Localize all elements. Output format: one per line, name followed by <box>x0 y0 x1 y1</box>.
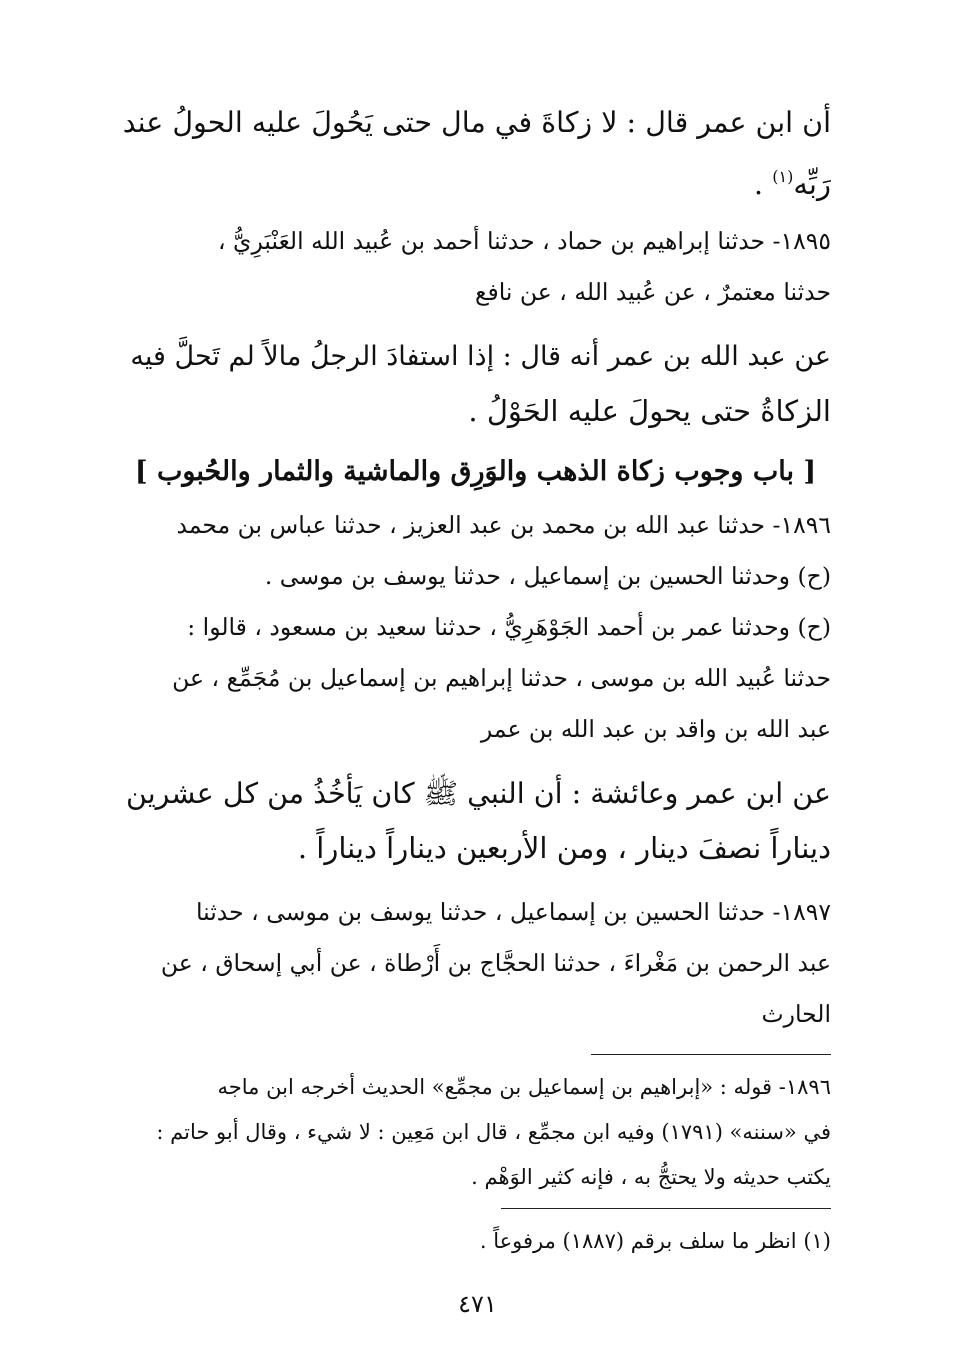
matn-paragraph-1 <box>120 96 831 204</box>
text-line: حدثنا عُبيد الله بن موسى ، حدثنا إبراهيم بن إسماعيل بن مُجَمِّع ، عن <box>172 664 831 692</box>
text-line: يكتب حديثه ولا يحتجُّ به ، فإنه كثير الوَهْم . <box>471 1165 831 1189</box>
text-line: الحارث <box>761 1000 831 1028</box>
text-line: عن ابن عمر وعائشة : أن النبي ﷺ كان يَأخُذُ من كل عشرين <box>126 777 831 810</box>
text-line: ١٨٩٦- قوله : «إبراهيم بن إسماعيل بن مجمِّع» الحديث أخرجه ابن ماجه <box>217 1075 831 1099</box>
text-line: ١٨٩٥- حدثنا إبراهيم بن حماد ، حدثنا أحمد بن عُبيد الله العَنْبَرِيُّ ، <box>218 227 831 255</box>
footnote-divider-2 <box>501 1208 831 1209</box>
text-line: عبد الرحمن بن مَغْراءَ ، حدثنا الحجَّاج بن أَرْطاة ، عن أبي إسحاق ، عن <box>160 949 831 977</box>
text-line: (ح) وحدثنا عمر بن أحمد الجَوْهَرِيُّ ، حدثنا سعيد بن مسعود ، قالوا : <box>187 613 831 641</box>
text-line: عن عبد الله بن عمر أنه قال : إذا استفادَ الرجلُ مالاً لم تَحلَّ فيه <box>130 341 831 372</box>
text-line: حدثنا معتمرٌ ، عن عُبيد الله ، عن نافع <box>474 278 831 306</box>
page-number: ٤٧١ <box>458 1290 497 1318</box>
text-line <box>120 150 831 204</box>
footnote-1: (١) انظر ما سلف برقم (١٨٨٧) مرفوعاً . <box>479 1229 831 1253</box>
isnad-1896 <box>120 500 831 755</box>
matn-1896 <box>120 767 831 875</box>
text-line: (ح) وحدثنا الحسين بن إسماعيل ، حدثنا يوسف بن موسى . <box>264 562 831 590</box>
page-body <box>120 96 831 1264</box>
text-line: ١٨٩٧- حدثنا الحسين بن إسماعيل ، حدثنا يوسف بن موسى ، حدثنا <box>196 898 831 926</box>
footnote-divider <box>591 1054 831 1055</box>
text-fragment: . <box>753 167 773 201</box>
text-line: ديناراً نصفَ دينار ، ومن الأربعين ديناراً ديناراً . <box>297 831 831 865</box>
chapter-heading: [ باب وجوب زكاة الذهب والوَرِق والماشية والثمار والحُبوب ] <box>134 456 817 487</box>
text-fragment: رَبِّه <box>793 167 831 201</box>
isnad-1895 <box>120 216 831 318</box>
text-line: عبد الله بن واقد بن عبد الله بن عمر <box>480 715 831 743</box>
isnad-1897 <box>120 887 831 1040</box>
matn-1895 <box>120 330 831 438</box>
commentary-1896 <box>120 1065 831 1200</box>
text-line: الزكاةُ حتى يحولَ عليه الحَوْلُ . <box>468 394 831 428</box>
text-line: ١٨٩٦- حدثنا عبد الله بن محمد بن عبد العزيز ، حدثنا عباس بن محمد <box>176 511 831 539</box>
text-line: أن ابن عمر قال : لا زكاةَ في مال حتى يَحُولَ عليه الحولُ عند <box>122 106 831 139</box>
text-line: في «سننه» (١٧٩١) وفيه ابن مجمِّع ، قال ابن مَعِين : لا شيء ، وقال أبو حاتم : <box>156 1120 831 1144</box>
footnote-marker: (١) <box>772 167 794 186</box>
